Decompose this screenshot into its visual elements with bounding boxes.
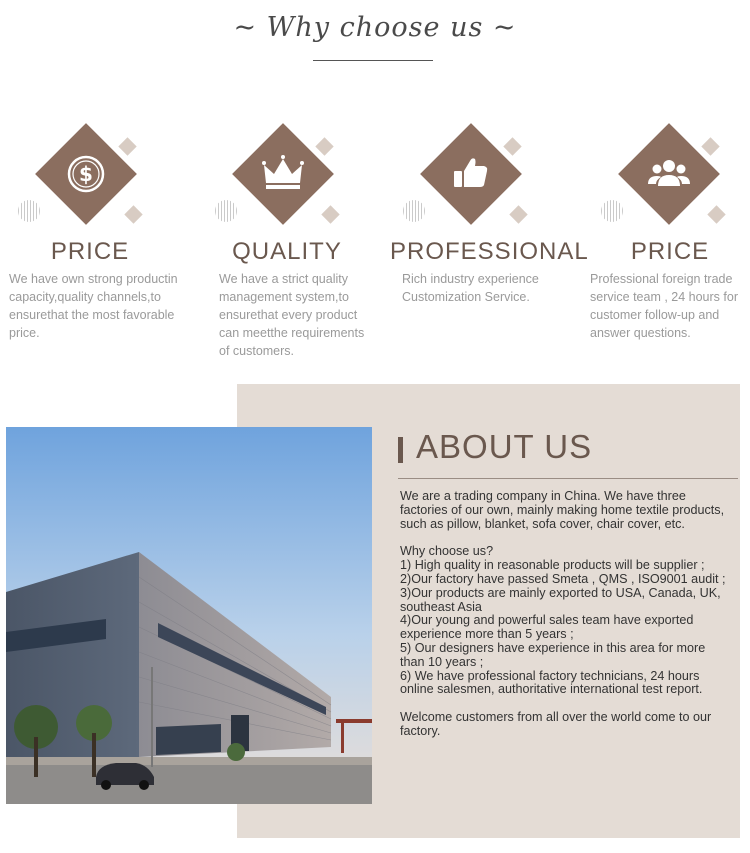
about-title: ABOUT US	[416, 428, 593, 465]
feature-description: Professional foreign trade service team , 24 hours for customer follow-up and answer questions.	[590, 272, 738, 340]
list-item: 5) Our designers have experience in this area for more than 10 years ;	[400, 640, 706, 669]
feature-emblem	[15, 120, 165, 230]
feature-emblem	[400, 120, 550, 230]
about-body	[400, 490, 730, 739]
crown-icon	[258, 149, 308, 199]
about-intro: We are a trading company in China. We have three factories of our own, mainly making home textile products, such as pillow, blanket, sofa cover, chair cover, etc.	[400, 489, 725, 531]
feature-emblem	[598, 120, 748, 230]
list-item: 2)Our factory have passed Smeta , QMS , ISO9001 audit ;	[400, 571, 726, 586]
feature-title: QUALITY	[232, 238, 342, 265]
list-item: 3)Our products are mainly exported to USA, Canada, UK, southeast Asia	[400, 585, 721, 614]
svg-text:$: $	[79, 162, 93, 186]
list-item: 1) High quality in reasonable products will be supplier ;	[400, 558, 705, 573]
feature-title: PRICE	[50, 238, 130, 265]
about-closing: Welcome customers from all over the world come to our factory.	[400, 710, 712, 738]
feature-title: PRICE	[630, 238, 710, 265]
thumbs-up-icon	[446, 149, 496, 199]
people-group-icon	[644, 149, 694, 199]
section-heading: ~ Why choose us ~	[233, 12, 517, 43]
list-item: 4)Our young and powerful sales team have exported experience more than 5 years ;	[400, 613, 694, 642]
heading-underline	[313, 60, 433, 61]
feature-title: PROFESSIONAL	[390, 238, 589, 265]
feature-description: We have own strong productin capacity,quality channels,to ensurethat the most favorable price.	[9, 272, 178, 340]
factory-photo	[6, 427, 372, 804]
about-divider	[398, 478, 738, 479]
feature-emblem	[212, 120, 362, 230]
why-title: Why choose us?	[400, 544, 494, 559]
feature-description: We have a strict quality management system,to ensurethat every product can meetthe requirements of customers.	[219, 272, 365, 358]
feature-description: Rich industry experience Customization Service.	[402, 272, 539, 304]
dollar-coin-icon	[61, 149, 111, 199]
list-item: 6) We have professional factory technicians, 24 hours online salesmen, authoritative international test report.	[400, 668, 703, 697]
